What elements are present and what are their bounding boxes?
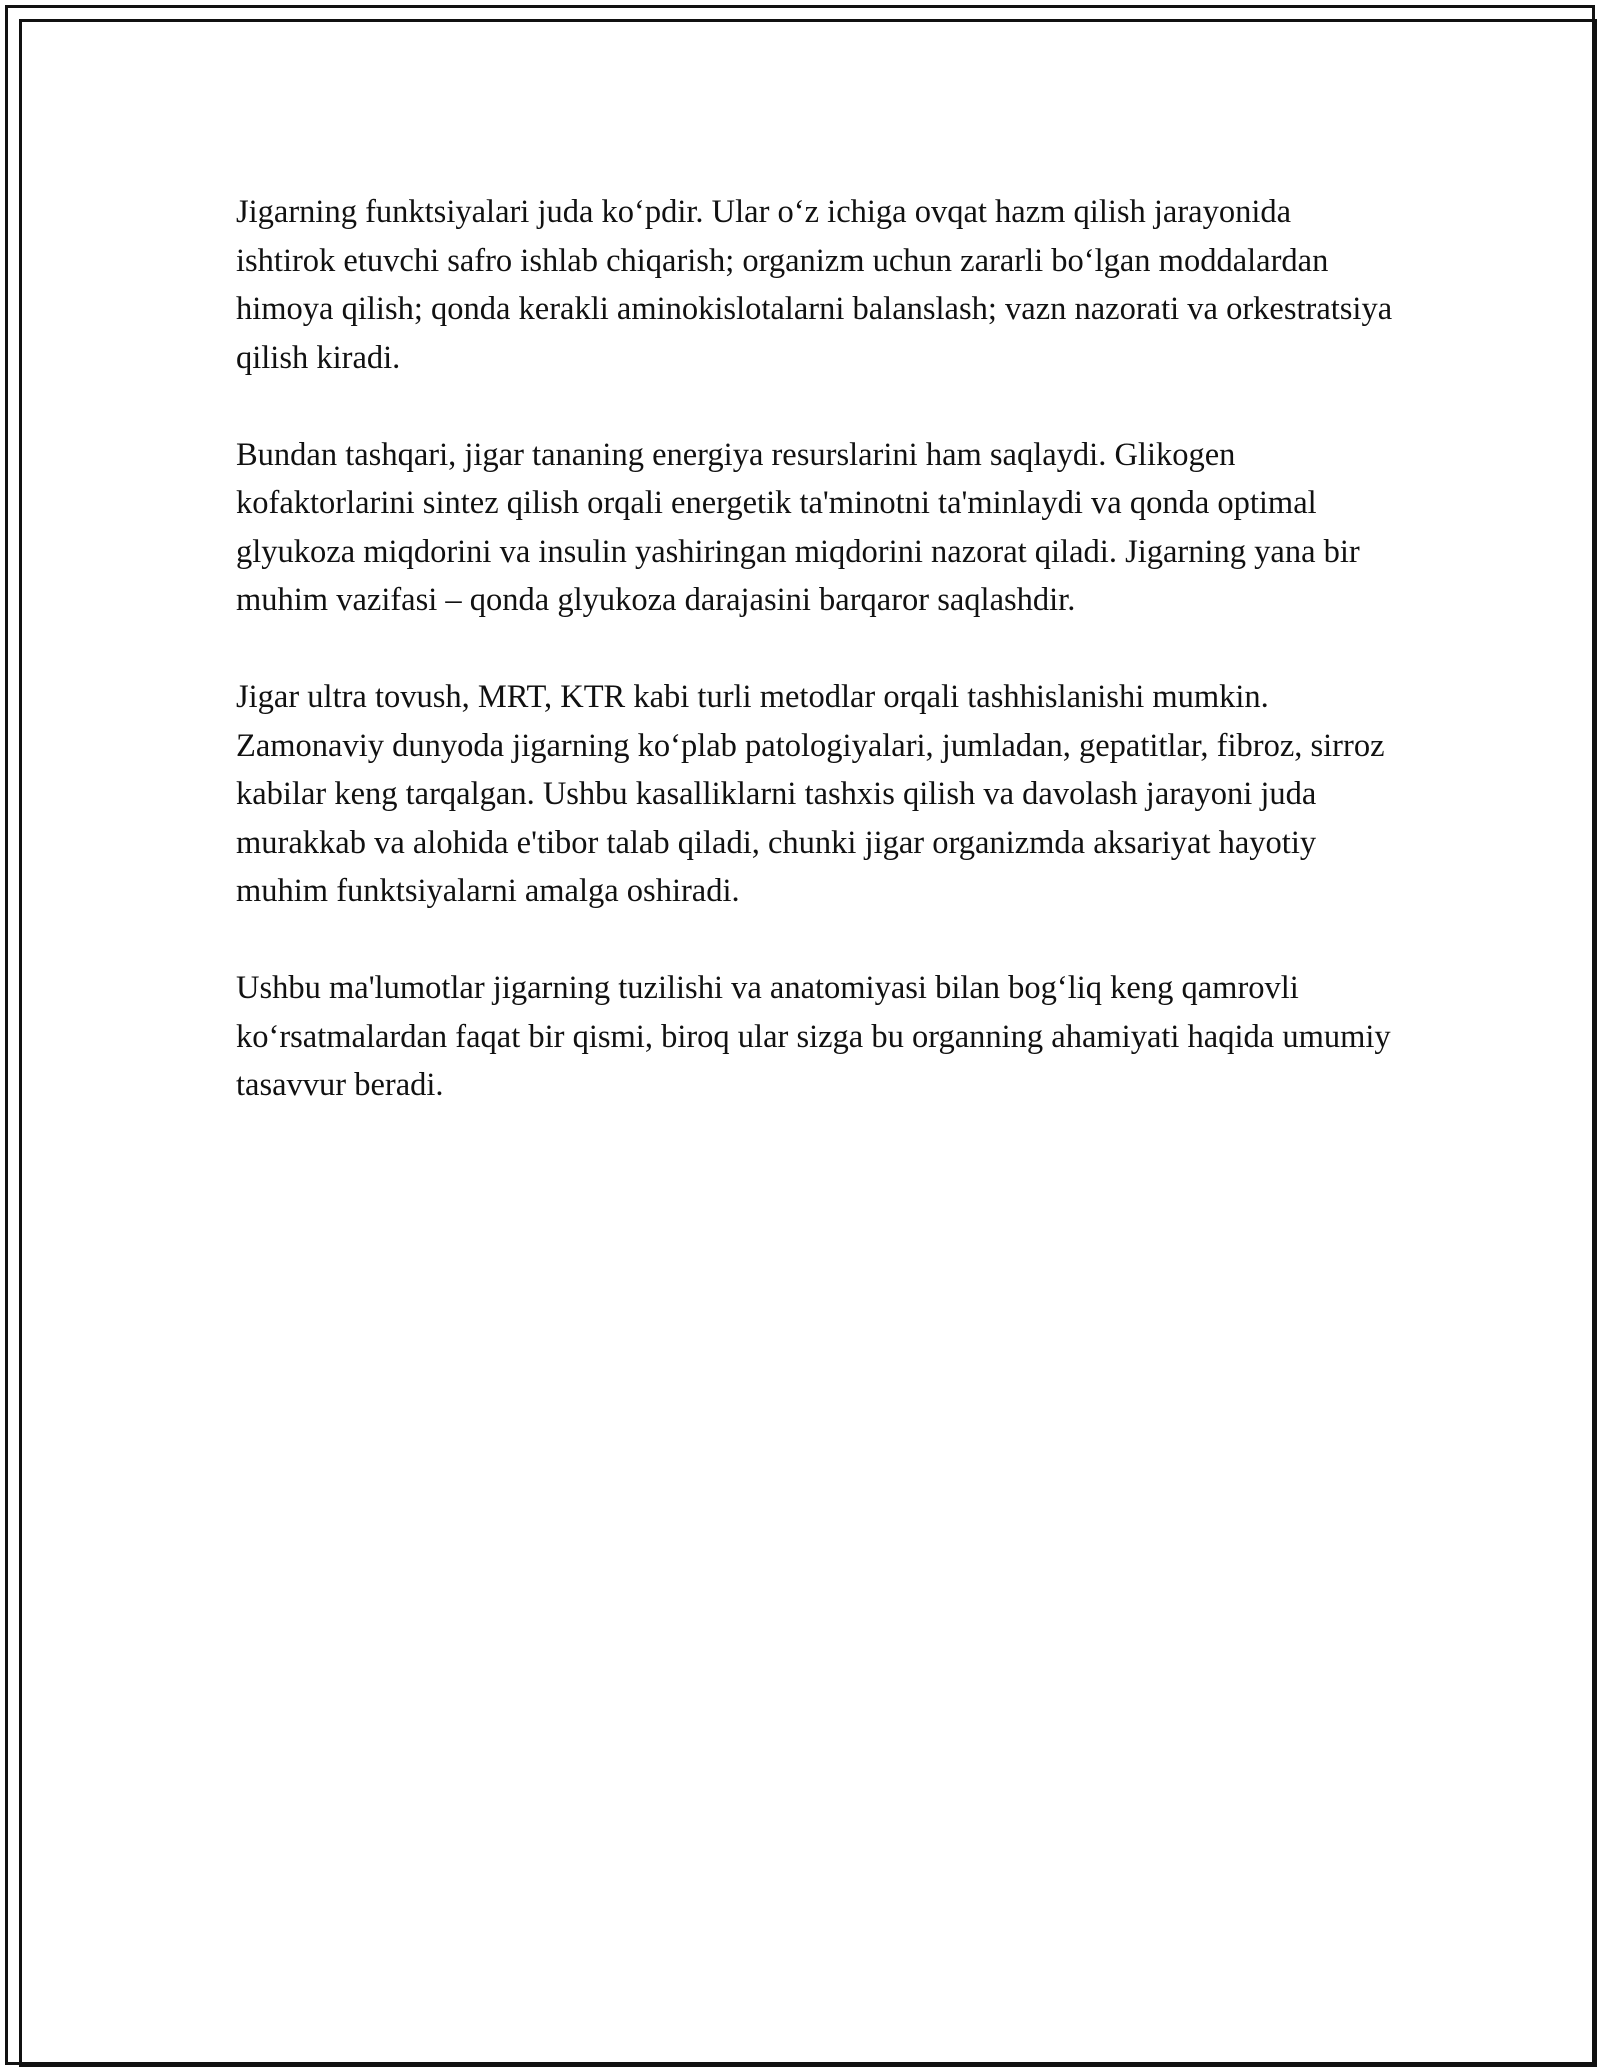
paragraph-energy-storage: Bundan tashqari, jigar tananing energiya resurslarini ham saqlaydi. Glikogen kofaktorlarini sintez qilish orqali energetik ta'minotni ta'minlaydi va qonda optimal glyukoza miqdorini va insulin yashiringan miqdorini nazorat qiladi. Jigarning yana bir muhim vazifasi – qonda glyukoza darajasini barqaror saqlashdir. [236,436,1360,618]
paragraph-liver-functions: Jigarning funktsiyalari juda ko‘pdir. Ular o‘z ichiga ovqat hazm qilish jarayonida ishtirok etuvchi safro ishlab chiqarish; organizm uchun zararli bo‘lgan moddalardan himoya qilish; qonda kerakli aminokislotalarni balanslash; vazn nazorati va orkestratsiya qilish kiradi. [236,194,1393,376]
paragraph-diagnosis: Jigar ultra tovush, MRT, KTR kabi turli metodlar orqali tashhislanishi mumkin. Zamonaviy dunyoda jigarning ko‘plab patologiyalari, jumladan, gepatitlar, fibroz, sirroz kabilar keng tarqalgan. Ushbu kasalliklarni tashxis qilish va davolash jarayoni juda murakkab va alohida e'tibor talab qiladi, chunki jigar organizmda aksariyat hayotiy muhim funktsiyalarni amalga oshiradi. [236,679,1385,909]
paragraph-summary: Ushbu ma'lumotlar jigarning tuzilishi va anatomiyasi bilan bog‘liq keng qamrovli ko‘rsatmalardan faqat bir qismi, biroq ular sizga bu organning ahamiyati haqida umumiy tasavvur beradi. [236,970,1391,1103]
document-body [236,188,1396,1158]
